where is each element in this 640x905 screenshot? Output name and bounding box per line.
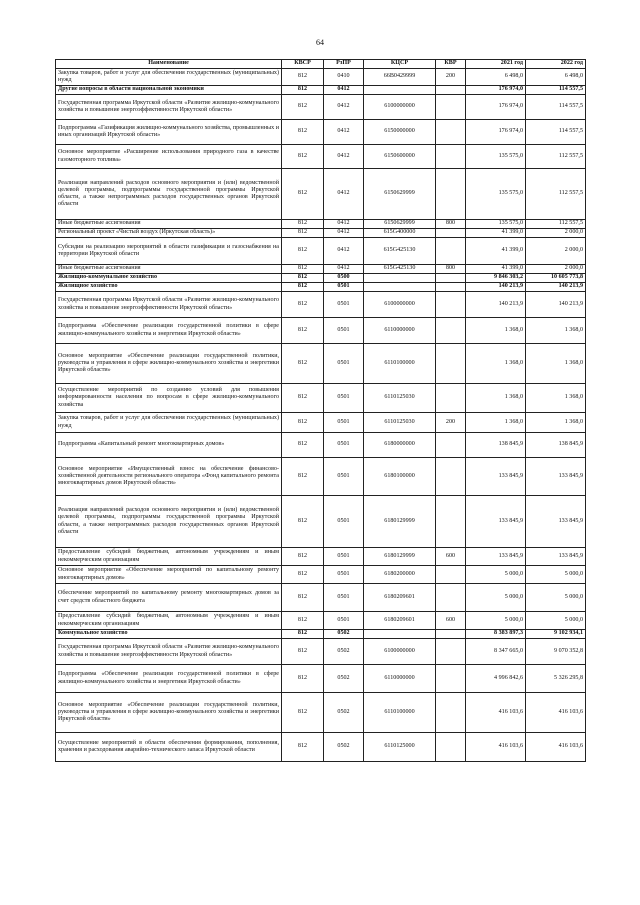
row-rzpr: 0502 (324, 665, 364, 693)
row-name: Основное мероприятие «Расширение использования природного газа в качестве газомоторного топлива» (56, 145, 282, 169)
row-kvsr: 812 (282, 413, 324, 433)
row-2022: 6 498,0 (526, 69, 586, 86)
row-kcsr: 6110125030 (364, 384, 436, 413)
row-kcsr: 6180200000 (364, 566, 436, 584)
table-row (56, 413, 586, 433)
row-kcsr: 615G425130 (364, 265, 436, 274)
row-rzpr: 0412 (324, 145, 364, 169)
row-kvsr: 812 (282, 496, 324, 548)
row-kcsr: 6150600000 (364, 145, 436, 169)
table-row (56, 220, 586, 229)
row-kcsr: 6180129999 (364, 548, 436, 566)
row-kcsr: 6180129999 (364, 496, 436, 548)
row-kvsr: 812 (282, 318, 324, 344)
table-row (56, 145, 586, 169)
row-name: Закупка товаров, работ и услуг для обеспечения государственных (муниципальных) нужд (56, 69, 282, 86)
row-kvr: 800 (436, 265, 466, 274)
row-2021: 135 575,0 (466, 145, 526, 169)
row-name: Реализация направлений расходов основного мероприятия и (или) ведомственной целевой программы, подпрограммы государственной программы Иркутской области, а также непрограммных расходов государственных органов Иркутской области (56, 169, 282, 220)
row-kvsr: 812 (282, 265, 324, 274)
row-kvr (436, 318, 466, 344)
row-name: Жилищно-коммунальное хозяйство (56, 274, 282, 283)
table-row (56, 458, 586, 496)
table-row (56, 733, 586, 762)
row-2021: 9 846 303,2 (466, 274, 526, 283)
row-kcsr: 6150000000 (364, 120, 436, 145)
page-number: 64 (316, 38, 324, 47)
row-2022: 140 213,9 (526, 283, 586, 292)
row-kcsr: 6110000000 (364, 665, 436, 693)
row-kvr (436, 566, 466, 584)
row-kcsr (364, 630, 436, 639)
table-row (56, 283, 586, 292)
table-row (56, 612, 586, 630)
row-2022: 114 557,5 (526, 86, 586, 95)
row-name: Коммунальное хозяйство (56, 630, 282, 639)
row-kcsr: 6180209601 (364, 584, 436, 612)
row-kcsr: 615G425130 (364, 238, 436, 265)
row-name: Подпрограмма «Обеспечение реализации государственной политики в сфере жилищно-коммунального хозяйства и энергетики Иркутской области» (56, 665, 282, 693)
row-2021: 5 000,0 (466, 566, 526, 584)
row-rzpr: 0412 (324, 265, 364, 274)
row-kvr: 800 (436, 220, 466, 229)
row-name: Государственная программа Иркутской области «Развитие жилищно-коммунального хозяйства и повышение энергоэффективности Иркутской области» (56, 95, 282, 120)
row-rzpr: 0502 (324, 630, 364, 639)
table-row (56, 95, 586, 120)
row-kvsr: 812 (282, 238, 324, 265)
row-2022: 1 368,0 (526, 344, 586, 384)
row-2021: 41 399,0 (466, 265, 526, 274)
table-row (56, 584, 586, 612)
table-row (56, 169, 586, 220)
row-2021: 140 213,9 (466, 283, 526, 292)
row-name: Обеспечение мероприятий по капитальному ремонту многоквартирных домов за счет средств областного бюджета (56, 584, 282, 612)
row-name: Подпрограмма «Капитальный ремонт многоквартирных домов» (56, 433, 282, 458)
row-2022: 2 000,0 (526, 265, 586, 274)
row-rzpr: 0501 (324, 566, 364, 584)
row-kcsr: 6150629999 (364, 220, 436, 229)
row-kvr (436, 229, 466, 238)
header-kcsr: КЦСР (364, 60, 436, 69)
row-2022: 10 605 773,8 (526, 274, 586, 283)
row-kvsr: 812 (282, 145, 324, 169)
row-kvr (436, 433, 466, 458)
row-2021: 1 368,0 (466, 344, 526, 384)
row-kvsr: 812 (282, 384, 324, 413)
row-kvr (436, 169, 466, 220)
row-kvr: 600 (436, 548, 466, 566)
row-kvr (436, 86, 466, 95)
row-kvr (436, 665, 466, 693)
row-rzpr: 0410 (324, 69, 364, 86)
row-2021: 133 845,9 (466, 496, 526, 548)
row-2022: 112 557,5 (526, 169, 586, 220)
table-row (56, 566, 586, 584)
row-2022: 5 000,0 (526, 566, 586, 584)
row-2021: 41 399,0 (466, 229, 526, 238)
row-kvsr: 812 (282, 733, 324, 762)
row-2021: 5 000,0 (466, 584, 526, 612)
row-2022: 133 845,9 (526, 548, 586, 566)
row-2022: 133 845,9 (526, 458, 586, 496)
row-name: Региональный проект «Чистый воздух (Иркутская область)» (56, 229, 282, 238)
row-2022: 5 326 295,8 (526, 665, 586, 693)
row-2022: 112 557,5 (526, 145, 586, 169)
row-rzpr: 0502 (324, 639, 364, 665)
row-rzpr: 0501 (324, 584, 364, 612)
row-rzpr: 0412 (324, 95, 364, 120)
table-row (56, 548, 586, 566)
row-rzpr: 0501 (324, 413, 364, 433)
header-rzpr: РзПР (324, 60, 364, 69)
row-2021: 1 368,0 (466, 384, 526, 413)
row-2022: 112 557,5 (526, 220, 586, 229)
row-kvsr: 812 (282, 274, 324, 283)
row-2021: 6 498,0 (466, 69, 526, 86)
row-2021: 135 575,0 (466, 169, 526, 220)
table-body (56, 69, 586, 762)
row-2022: 114 557,5 (526, 95, 586, 120)
row-kcsr (364, 86, 436, 95)
row-kcsr: 6110125000 (364, 733, 436, 762)
row-kvsr: 812 (282, 612, 324, 630)
row-rzpr: 0412 (324, 238, 364, 265)
row-rzpr: 0412 (324, 169, 364, 220)
row-2021: 4 996 842,6 (466, 665, 526, 693)
row-kcsr: 6150629999 (364, 169, 436, 220)
table-row (56, 265, 586, 274)
row-kvr (436, 95, 466, 120)
row-2021: 140 213,9 (466, 292, 526, 318)
row-kcsr: 6180000000 (364, 433, 436, 458)
row-kvr (436, 283, 466, 292)
row-kvsr: 812 (282, 283, 324, 292)
row-2021: 416 103,6 (466, 733, 526, 762)
row-2022: 2 000,0 (526, 238, 586, 265)
row-kvr: 600 (436, 612, 466, 630)
row-kcsr (364, 274, 436, 283)
row-name: Осуществление мероприятий в области обеспечения формирования, пополнения, хранения и расходования аварийно-технического запаса Иркутской области (56, 733, 282, 762)
row-rzpr: 0502 (324, 733, 364, 762)
row-kcsr: 66В0429999 (364, 69, 436, 86)
row-kcsr: 6100000000 (364, 95, 436, 120)
row-kvsr: 812 (282, 458, 324, 496)
row-kvsr: 812 (282, 120, 324, 145)
row-kcsr: 6110000000 (364, 318, 436, 344)
row-kvr: 200 (436, 413, 466, 433)
row-kcsr: 6110100000 (364, 344, 436, 384)
row-rzpr: 0502 (324, 693, 364, 733)
header-kvsr: КВСР (282, 60, 324, 69)
row-rzpr: 0501 (324, 548, 364, 566)
row-2022: 1 368,0 (526, 413, 586, 433)
row-name: Реализация направлений расходов основного мероприятия и (или) ведомственной целевой программы, подпрограммы государственной программы Иркутской области, а также непрограммных расходов государственных органов Иркутской области (56, 496, 282, 548)
row-name: Подпрограмма «Газификация жилищно-коммунального хозяйства, промышленных и иных организаций Иркутской области» (56, 120, 282, 145)
header-2021: 2021 год (466, 60, 526, 69)
row-kvsr: 812 (282, 292, 324, 318)
table-row (56, 292, 586, 318)
row-2022: 2 000,0 (526, 229, 586, 238)
table-row (56, 120, 586, 145)
table-row (56, 496, 586, 548)
row-2021: 176 974,0 (466, 95, 526, 120)
row-kvr (436, 693, 466, 733)
row-kvr (436, 384, 466, 413)
row-2021: 1 368,0 (466, 318, 526, 344)
row-rzpr: 0501 (324, 292, 364, 318)
row-kcsr: 6180100000 (364, 458, 436, 496)
table-row (56, 693, 586, 733)
row-2021: 133 845,9 (466, 548, 526, 566)
row-name: Предоставление субсидий бюджетным, автономным учреждениям и иным некоммерческим организациям (56, 612, 282, 630)
row-name: Жилищное хозяйство (56, 283, 282, 292)
row-name: Государственная программа Иркутской области «Развитие жилищно-коммунального хозяйства и повышение энергоэффективности Иркутской области» (56, 292, 282, 318)
row-rzpr: 0412 (324, 86, 364, 95)
row-name: Основное мероприятие «Обеспечение мероприятий по капитальному ремонту многоквартирных домов» (56, 566, 282, 584)
table-row (56, 639, 586, 665)
row-2021: 176 974,0 (466, 120, 526, 145)
row-name: Основное мероприятие «Обеспечение реализации государственной политики, руководства и управления в сфере жилищно-коммунального хозяйства и энергетики Иркутской области» (56, 344, 282, 384)
header-kvr: КВР (436, 60, 466, 69)
row-kvr (436, 238, 466, 265)
row-kvr (436, 344, 466, 384)
row-name: Основное мероприятие «Обеспечение реализации государственной политики, руководства и управления в сфере жилищно-коммунального хозяйства и энергетики Иркутской области» (56, 693, 282, 733)
row-2021: 176 974,0 (466, 86, 526, 95)
row-kvr (436, 733, 466, 762)
row-rzpr: 0412 (324, 120, 364, 145)
row-2022: 114 557,5 (526, 120, 586, 145)
row-kcsr: 6100000000 (364, 292, 436, 318)
row-name: Другие вопросы в области национальной экономики (56, 86, 282, 95)
table-row (56, 69, 586, 86)
row-name: Иные бюджетные ассигнования (56, 265, 282, 274)
row-kvsr: 812 (282, 433, 324, 458)
row-kcsr: 6100000000 (364, 639, 436, 665)
row-kvsr: 812 (282, 630, 324, 639)
table-row (56, 630, 586, 639)
table-row (56, 86, 586, 95)
row-rzpr: 0501 (324, 344, 364, 384)
header-name: Наименование (56, 60, 282, 69)
row-name: Основное мероприятие «Имущественный взнос на обеспечение финансово-хозяйственной деятельности регионального оператора «Фонд капитального ремонта многоквартирных домов Иркутской области» (56, 458, 282, 496)
table-row (56, 229, 586, 238)
row-kvr (436, 120, 466, 145)
row-2022: 140 213,9 (526, 292, 586, 318)
row-2021: 1 368,0 (466, 413, 526, 433)
row-name: Подпрограмма «Обеспечение реализации государственной политики в сфере жилищно-коммунального хозяйства и энергетики Иркутской области» (56, 318, 282, 344)
row-2022: 9 102 934,1 (526, 630, 586, 639)
row-kvr (436, 292, 466, 318)
row-2021: 133 845,9 (466, 458, 526, 496)
row-kvsr: 812 (282, 693, 324, 733)
row-name: Иные бюджетные ассигнования (56, 220, 282, 229)
row-2021: 135 575,0 (466, 220, 526, 229)
row-kvsr: 812 (282, 220, 324, 229)
row-2021: 416 103,6 (466, 693, 526, 733)
table-row (56, 238, 586, 265)
row-kvr: 200 (436, 69, 466, 86)
table-row (56, 318, 586, 344)
row-2022: 133 845,9 (526, 496, 586, 548)
row-kvsr: 812 (282, 95, 324, 120)
row-name: Предоставление субсидий бюджетным, автономным учреждениям и иным некоммерческим организациям (56, 548, 282, 566)
row-kvsr: 812 (282, 86, 324, 95)
row-kvr (436, 274, 466, 283)
row-2022: 5 000,0 (526, 612, 586, 630)
row-kvsr: 812 (282, 229, 324, 238)
row-2021: 8 347 665,0 (466, 639, 526, 665)
row-kvsr: 812 (282, 584, 324, 612)
row-kvsr: 812 (282, 566, 324, 584)
row-kvr (436, 496, 466, 548)
row-2022: 5 000,0 (526, 584, 586, 612)
row-kcsr: 615G400000 (364, 229, 436, 238)
table-row (56, 384, 586, 413)
table-row (56, 665, 586, 693)
row-kvr (436, 639, 466, 665)
row-2022: 138 845,9 (526, 433, 586, 458)
row-kvsr: 812 (282, 344, 324, 384)
row-2021: 5 000,0 (466, 612, 526, 630)
row-kcsr (364, 283, 436, 292)
row-2022: 416 103,6 (526, 693, 586, 733)
row-rzpr: 0501 (324, 612, 364, 630)
row-2022: 1 368,0 (526, 384, 586, 413)
table-row (56, 344, 586, 384)
row-2022: 1 368,0 (526, 318, 586, 344)
row-name: Субсидии на реализацию мероприятий в области газификации и газоснабжения на территории Иркутской области (56, 238, 282, 265)
row-kvr (436, 584, 466, 612)
row-kvsr: 812 (282, 639, 324, 665)
budget-table (55, 59, 586, 762)
row-kvsr: 812 (282, 665, 324, 693)
row-kvsr: 812 (282, 69, 324, 86)
table-row (56, 433, 586, 458)
row-kcsr: 6110125030 (364, 413, 436, 433)
row-rzpr: 0501 (324, 496, 364, 548)
row-rzpr: 0412 (324, 220, 364, 229)
row-kvsr: 812 (282, 169, 324, 220)
row-2021: 8 383 897,3 (466, 630, 526, 639)
row-name: Государственная программа Иркутской области «Развитие жилищно-коммунального хозяйства и повышение энергоэффективности Иркутской области» (56, 639, 282, 665)
row-rzpr: 0501 (324, 384, 364, 413)
row-kcsr: 6180209601 (364, 612, 436, 630)
row-rzpr: 0501 (324, 318, 364, 344)
table-header (56, 60, 586, 69)
row-rzpr: 0501 (324, 458, 364, 496)
row-rzpr: 0500 (324, 274, 364, 283)
row-kcsr: 6110100000 (364, 693, 436, 733)
row-rzpr: 0412 (324, 229, 364, 238)
row-kvr (436, 458, 466, 496)
row-rzpr: 0501 (324, 433, 364, 458)
row-2022: 9 070 352,8 (526, 639, 586, 665)
row-2021: 41 399,0 (466, 238, 526, 265)
row-kvr (436, 145, 466, 169)
row-2022: 416 103,6 (526, 733, 586, 762)
row-kvsr: 812 (282, 548, 324, 566)
row-name: Осуществление мероприятий по созданию условий для повышения информированности населения по вопросам в сфере жилищно-коммунального хозяйства (56, 384, 282, 413)
row-rzpr: 0501 (324, 283, 364, 292)
row-2021: 138 845,9 (466, 433, 526, 458)
table-row (56, 274, 586, 283)
header-2022: 2022 год (526, 60, 586, 69)
row-kvr (436, 630, 466, 639)
row-name: Закупка товаров, работ и услуг для обеспечения государственных (муниципальных) нужд (56, 413, 282, 433)
